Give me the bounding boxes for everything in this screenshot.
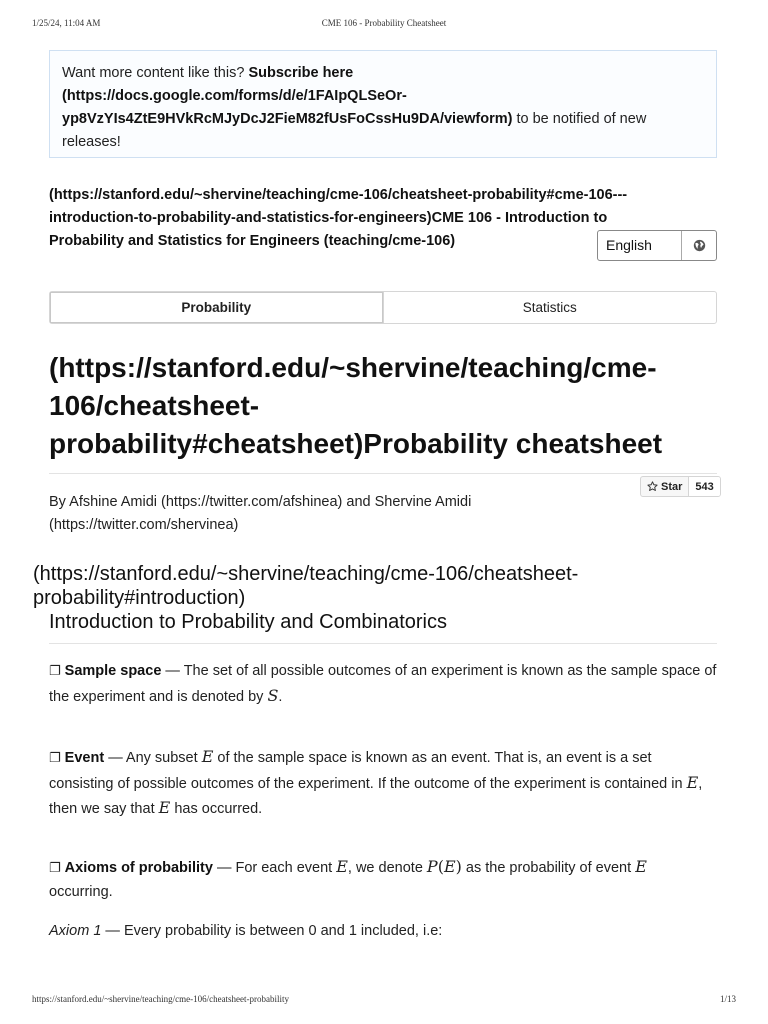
- tabs: [49, 291, 717, 324]
- language-selected: English: [606, 237, 652, 253]
- tab-probability[interactable]: Probability: [50, 292, 384, 323]
- section-title: Introduction to Probability and Combinatorics: [49, 611, 447, 633]
- divider: [49, 643, 717, 644]
- language-select[interactable]: [597, 230, 717, 261]
- math-symbol: E: [336, 857, 348, 876]
- star-label: Star: [661, 480, 683, 493]
- bullet-icon: ❐: [49, 860, 61, 875]
- course-title-link[interactable]: (https://stanford.edu/~shervine/teaching/cme-106/cheatsheet-probability#cme-106--- introduction-to-probability-and-statistics-for-engineers)CME 106 - Introduction to Probability and Statistics for Engineers (teaching/cme-106): [49, 187, 628, 249]
- print-title: CME 106 - Probability Cheatsheet: [321, 18, 447, 28]
- subscribe-suffix-2: releases!: [62, 134, 121, 150]
- term-sample-space: Sample space: [64, 663, 162, 679]
- globe-icon: [681, 231, 716, 260]
- subscribe-prefix: Want more content like this?: [62, 65, 245, 81]
- term-event: Event: [64, 750, 105, 766]
- axiom-1-text: — Every probability is between 0 and 1 included, i.e:: [105, 923, 443, 939]
- definition-sample-space: ❐ Sample space — The set of all possible outcomes of an experiment is known as the sample space of the experiment and is denoted by S.: [49, 663, 717, 705]
- axiom-1: [49, 920, 719, 944]
- section-anchor-link[interactable]: (https://stanford.edu/~shervine/teaching/cme-106/cheatsheet- probability#introduction): [33, 563, 579, 609]
- star-button[interactable]: [641, 477, 689, 496]
- print-page-number: 1/13: [719, 994, 736, 1004]
- print-url: https://stanford.edu/~shervine/teaching/cme-106/cheatsheet-probability: [32, 994, 290, 1004]
- subscribe-suffix: to be notified of new: [516, 111, 647, 127]
- definition-axioms: ❐ Axioms of probability — For each event E, we denote P(E) as the probability of event E occurring.: [49, 857, 647, 900]
- byline-line2: (https://twitter.com/shervinea): [49, 517, 239, 533]
- star-count[interactable]: 543: [689, 477, 719, 496]
- axiom-1-label: Axiom 1: [49, 923, 102, 939]
- star-icon: [647, 481, 658, 492]
- math-symbol: S: [267, 685, 279, 705]
- math-symbol: E: [158, 798, 171, 817]
- math-symbol: E: [201, 747, 214, 766]
- print-datetime: 1/25/24, 11:04 AM: [32, 18, 101, 28]
- page-title[interactable]: (https://stanford.edu/~shervine/teaching/cme- 106/cheatsheet- probability#cheatsheet)Probability cheatsheet: [49, 352, 663, 459]
- tab-statistics[interactable]: Statistics: [522, 300, 577, 315]
- divider: [49, 473, 717, 474]
- subscribe-link[interactable]: Subscribe here (https://docs.google.com/forms/d/e/1FAIpQLSeOr- yp8VzYIs4ZtE9HVkRcMJyDcJ2FieM82fUsFoCssHu9DA/viewform): [62, 65, 513, 127]
- bullet-icon: ❐: [49, 750, 61, 765]
- term-axioms: Axioms of probability: [64, 860, 213, 876]
- byline: [49, 491, 609, 537]
- bullet-icon: ❐: [49, 663, 61, 678]
- math-symbol: E: [686, 772, 699, 792]
- math-symbol: P: [426, 857, 438, 876]
- subscribe-banner: [49, 50, 717, 158]
- math-symbol: E: [635, 857, 647, 876]
- definition-event: ❐ Event — Any subset E of the sample space is known as an event. That is, an event is a set consisting of possible outcomes of the experiment. If the outcome of the experiment is contained in E, then we say that E has occurred.: [49, 747, 703, 817]
- github-star-widget[interactable]: [640, 476, 721, 497]
- byline-line1: By Afshine Amidi (https://twitter.com/afshinea) and Shervine Amidi: [49, 494, 472, 510]
